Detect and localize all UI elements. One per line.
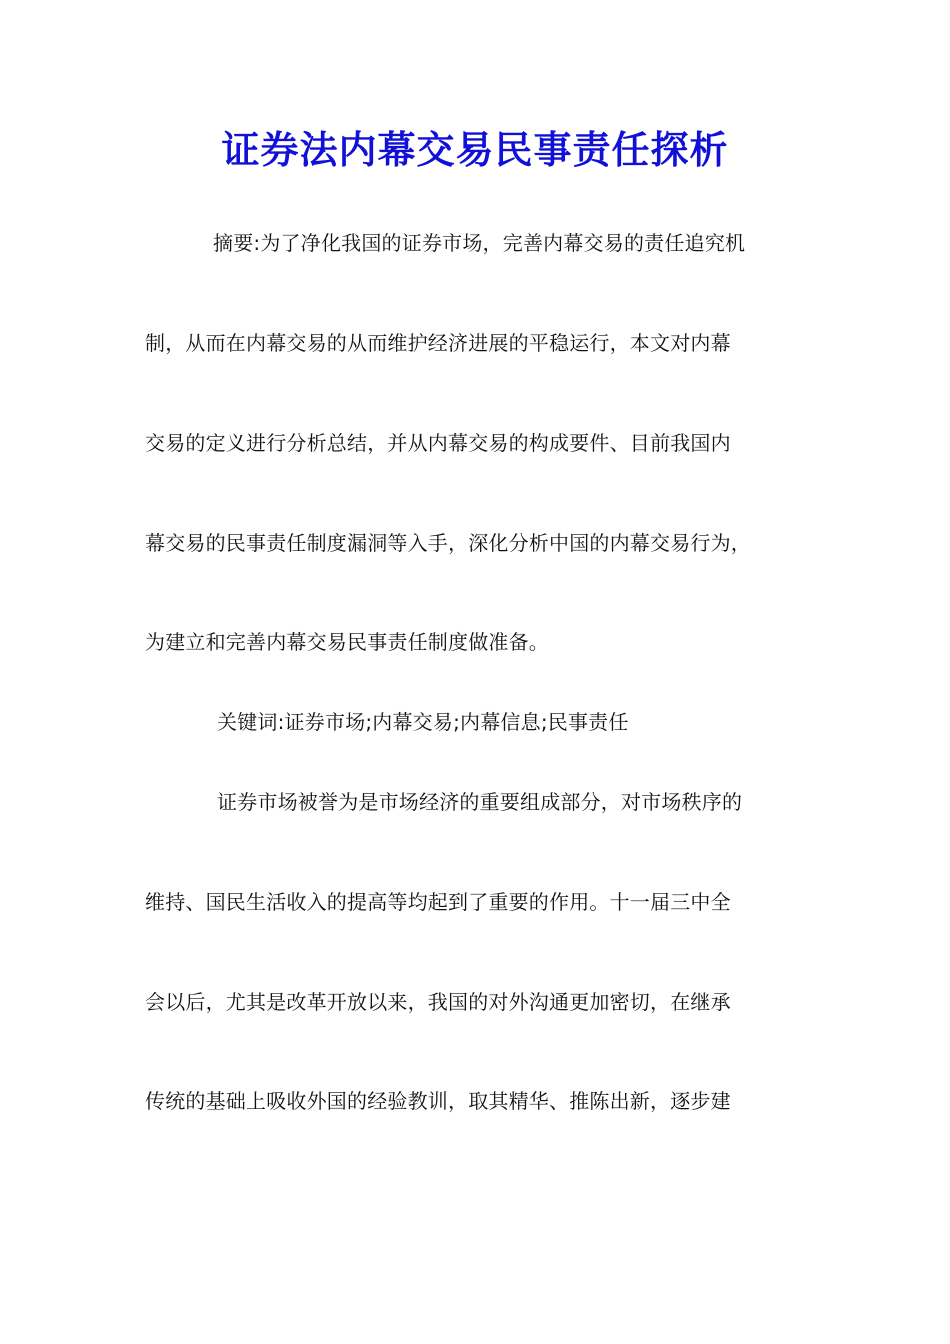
abstract-line-5: 为建立和完善内幕交易民事责任制度做准备。	[145, 630, 549, 654]
abstract-line-4: 幕交易的民事责任制度漏洞等入手，深化分析中国的内幕交易行为，	[145, 531, 751, 555]
abstract-line-1: 摘要:为了净化我国的证券市场，完善内幕交易的责任追究机	[213, 231, 746, 255]
abstract-line-2: 制，从而在内幕交易的从而维护经济进展的平稳运行，本文对内幕	[145, 331, 731, 355]
abstract-line-3: 交易的定义进行分析总结，并从内幕交易的构成要件、目前我国内	[145, 431, 731, 455]
keywords-line: 关键词:证券市场;内幕交易;内幕信息;民事责任	[217, 710, 629, 734]
body-line-4: 传统的基础上吸收外国的经验教训，取其精华、推陈出新，逐步建	[145, 1089, 731, 1113]
body-line-3: 会以后，尤其是改革开放以来，我国的对外沟通更加密切，在继承	[145, 990, 731, 1014]
body-line-2: 维持、国民生活收入的提高等均起到了重要的作用。十一届三中全	[145, 890, 731, 914]
body-line-1: 证券市场被誉为是市场经济的重要组成部分，对市场秩序的	[217, 790, 743, 814]
document-title: 证券法内幕交易民事责任探析	[221, 127, 729, 172]
